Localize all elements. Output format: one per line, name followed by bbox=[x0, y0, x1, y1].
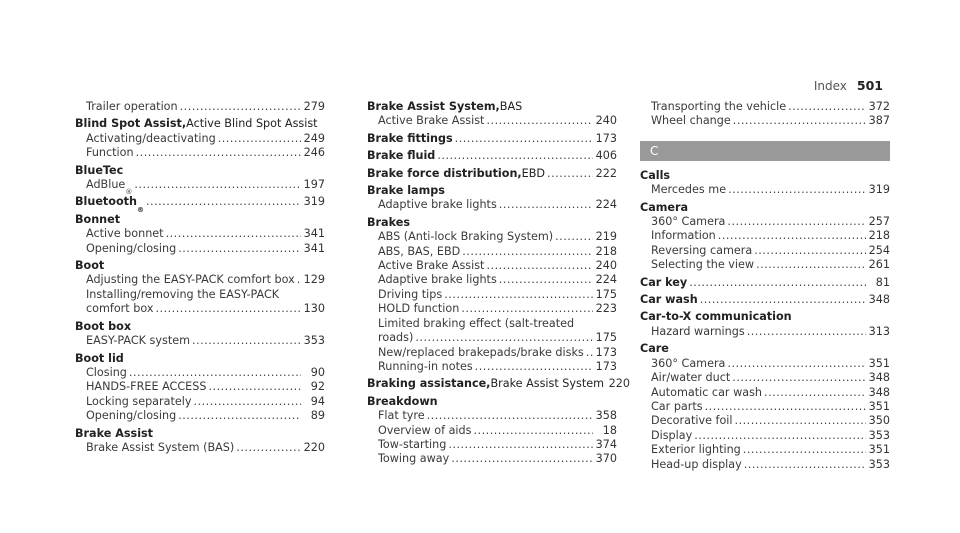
subentry-text: Opening/closing bbox=[86, 241, 177, 255]
subentry-text: Adaptive brake lights bbox=[378, 273, 497, 287]
index-subentry[interactable] bbox=[367, 259, 617, 273]
leader-dots bbox=[733, 114, 866, 128]
subentry-text: Car parts bbox=[651, 399, 703, 413]
leader-dots bbox=[461, 302, 593, 316]
subentry-text: Transporting the vehicle bbox=[651, 100, 787, 113]
subentry-text: Limited braking effect (salt-treated bbox=[378, 316, 575, 330]
subentry-text: Flat tyre bbox=[378, 409, 425, 423]
page-reference: 175 bbox=[595, 331, 617, 345]
page-reference: 249 bbox=[303, 131, 325, 145]
index-entry bbox=[640, 310, 890, 339]
heading-text: Bluetooth bbox=[75, 195, 137, 209]
subentry-text: HOLD function bbox=[378, 302, 460, 316]
heading-text: Breakdown bbox=[367, 394, 438, 408]
index-column-3 bbox=[640, 100, 890, 472]
page-reference: 220 bbox=[608, 377, 630, 391]
index-entry bbox=[367, 100, 617, 129]
index-label: Index bbox=[813, 79, 847, 93]
subentry-text: Wheel change bbox=[651, 114, 731, 128]
leader-dots bbox=[455, 132, 593, 146]
subentry-text: Information bbox=[651, 229, 716, 243]
leader-dots bbox=[129, 366, 301, 380]
subentry-text: ABS (Anti-lock Braking System) bbox=[378, 230, 554, 244]
index-subentry[interactable] bbox=[367, 409, 617, 423]
page-reference: 279 bbox=[303, 100, 325, 113]
page-reference: 173 bbox=[595, 131, 617, 145]
leader-dots bbox=[743, 443, 866, 457]
heading-text: Brakes bbox=[367, 215, 410, 229]
index-entry-heading[interactable] bbox=[75, 117, 325, 131]
heading-trailing-text: Brake Assist System bbox=[490, 377, 604, 391]
index-entry bbox=[367, 149, 617, 163]
page-reference: 353 bbox=[303, 334, 325, 348]
leader-dots bbox=[732, 371, 866, 385]
leader-dots bbox=[700, 293, 866, 307]
index-entry bbox=[75, 320, 325, 349]
leader-dots bbox=[486, 259, 593, 273]
index-entry bbox=[367, 184, 617, 213]
subentry-text: Running-in notes bbox=[378, 359, 473, 373]
index-entry-heading[interactable] bbox=[367, 395, 617, 409]
subentry-text: Activating/deactivating bbox=[86, 131, 216, 145]
leader-dots bbox=[705, 400, 866, 414]
leader-dots bbox=[499, 198, 593, 212]
page-reference: 89 bbox=[310, 409, 325, 423]
index-subentry[interactable] bbox=[640, 386, 890, 400]
leader-dots bbox=[727, 215, 866, 229]
index-subentry[interactable] bbox=[75, 395, 325, 409]
heading-text: Brake lamps bbox=[367, 184, 445, 198]
heading-text: Brake fluid bbox=[367, 149, 436, 163]
heading-text: Camera bbox=[640, 200, 689, 214]
leader-dots bbox=[728, 183, 866, 197]
index-entry bbox=[75, 100, 325, 114]
index-subentry[interactable] bbox=[75, 380, 325, 394]
subentry-text: Adaptive brake lights bbox=[378, 198, 497, 212]
subentry-text: Brake Assist System (BAS) bbox=[86, 440, 235, 454]
page-reference: 240 bbox=[595, 114, 617, 128]
index-entry-heading[interactable]: Bluetooth ® ..... 319 bbox=[75, 195, 325, 209]
leader-dots bbox=[486, 114, 593, 128]
page-reference: 81 bbox=[875, 275, 890, 289]
subentry-text: roads) bbox=[378, 331, 414, 345]
index-entry-heading[interactable] bbox=[640, 310, 890, 324]
leader-dots bbox=[727, 357, 866, 371]
leader-dots bbox=[178, 409, 301, 423]
index-subentry[interactable] bbox=[367, 424, 617, 438]
index-subentry[interactable] bbox=[640, 371, 890, 385]
index-subentry[interactable] bbox=[367, 360, 617, 374]
index-entry bbox=[640, 100, 890, 129]
subentry-text: AdBlue bbox=[86, 178, 126, 192]
index-column-1 bbox=[75, 100, 325, 455]
page-reference: 348 bbox=[868, 293, 890, 307]
index-entry bbox=[75, 117, 325, 160]
index-subentry[interactable] bbox=[367, 438, 617, 452]
index-entry bbox=[640, 201, 890, 273]
page-reference: 90 bbox=[310, 365, 325, 379]
leader-dots bbox=[744, 458, 866, 472]
index-subentry[interactable]: AdBlue ® ..... 197 bbox=[75, 178, 325, 192]
leader-dots bbox=[146, 195, 301, 209]
index-subentry[interactable] bbox=[640, 229, 890, 243]
section-letter-bar: C bbox=[640, 141, 890, 161]
heading-text: BlueTec bbox=[75, 163, 124, 177]
index-subentry[interactable] bbox=[367, 198, 617, 212]
index-entry bbox=[75, 195, 325, 214]
leader-dots bbox=[735, 414, 866, 428]
index-subentry[interactable] bbox=[640, 258, 890, 272]
leader-dots bbox=[586, 346, 593, 360]
index-entry-heading[interactable] bbox=[640, 169, 890, 183]
index-entry-heading[interactable] bbox=[367, 132, 617, 146]
index-column-3-continued bbox=[640, 100, 890, 129]
page-reference: 224 bbox=[595, 198, 617, 212]
index-entry-heading[interactable] bbox=[640, 201, 890, 215]
heading-text: Brake Assist System, bbox=[367, 100, 500, 113]
page-reference: 341 bbox=[303, 241, 325, 255]
index-subentry[interactable] bbox=[367, 273, 617, 287]
index-entry-heading[interactable] bbox=[367, 100, 617, 114]
index-subentry[interactable] bbox=[640, 414, 890, 428]
subentry-text: Function bbox=[86, 146, 134, 160]
heading-trailing-text: Active Blind Spot Assist bbox=[186, 117, 318, 131]
index-subentry[interactable] bbox=[640, 429, 890, 443]
page-reference: 254 bbox=[868, 243, 890, 257]
leader-dots bbox=[194, 395, 302, 409]
heading-text: Brake fittings bbox=[367, 131, 453, 145]
index-entry-heading[interactable] bbox=[367, 216, 617, 230]
leader-dots bbox=[764, 386, 866, 400]
index-entry bbox=[75, 213, 325, 256]
page-reference: 353 bbox=[868, 428, 890, 442]
leader-dots bbox=[208, 380, 301, 394]
index-subentry[interactable] bbox=[75, 227, 325, 241]
page-reference: 313 bbox=[868, 324, 890, 338]
index-entry-heading[interactable] bbox=[75, 352, 325, 366]
index-entry-heading[interactable] bbox=[75, 427, 325, 441]
page-reference: 222 bbox=[595, 166, 617, 180]
leader-dots bbox=[155, 302, 301, 316]
subentry-text: Hazard warnings bbox=[651, 324, 745, 338]
index-subentry[interactable] bbox=[367, 114, 617, 128]
page-reference: 372 bbox=[868, 100, 890, 113]
leader-dots bbox=[415, 331, 593, 345]
index-entry bbox=[640, 293, 890, 307]
index-subentry[interactable] bbox=[640, 183, 890, 197]
page-reference: 351 bbox=[868, 356, 890, 370]
heading-text: Boot bbox=[75, 259, 105, 273]
heading-text: Blind Spot Assist, bbox=[75, 117, 187, 131]
subentry-text: Tow-starting bbox=[378, 437, 447, 451]
index-subentry[interactable] bbox=[640, 458, 890, 472]
page-reference: 129 bbox=[303, 273, 325, 287]
index-entry-heading[interactable] bbox=[367, 167, 617, 181]
index-column-2 bbox=[367, 100, 630, 467]
page-reference: 130 bbox=[303, 302, 325, 316]
page-reference: 173 bbox=[595, 345, 617, 359]
index-entry-heading[interactable] bbox=[367, 149, 617, 163]
index-subentry[interactable] bbox=[75, 273, 325, 287]
leader-dots bbox=[192, 334, 301, 348]
index-subentry[interactable] bbox=[640, 325, 890, 339]
leader-dots bbox=[297, 273, 301, 287]
index-subentry[interactable] bbox=[75, 302, 325, 316]
leader-dots bbox=[134, 178, 301, 192]
subentry-text: Display bbox=[651, 428, 693, 442]
index-entry bbox=[640, 342, 890, 472]
subentry-text: Locking separately bbox=[86, 394, 192, 408]
page-reference: 240 bbox=[595, 259, 617, 273]
subentry-text: Automatic car wash bbox=[651, 385, 763, 399]
index-subentry[interactable] bbox=[75, 132, 325, 146]
subentry-text: EASY-PACK system bbox=[86, 334, 191, 348]
index-entry-heading[interactable] bbox=[367, 377, 630, 391]
subentry-text: comfort box bbox=[86, 302, 154, 316]
subentry-text: Active Brake Assist bbox=[378, 259, 485, 273]
page-reference: 92 bbox=[310, 380, 325, 394]
index-column-3-entries bbox=[640, 169, 890, 472]
index-subentry[interactable] bbox=[75, 288, 325, 302]
index-entry bbox=[75, 259, 325, 317]
page-reference: 406 bbox=[595, 149, 617, 163]
index-entry bbox=[367, 167, 617, 181]
subentry-text: Air/water duct bbox=[651, 371, 731, 385]
page-reference: 319 bbox=[868, 183, 890, 197]
index-entry-heading[interactable] bbox=[75, 320, 325, 334]
index-entry-heading[interactable] bbox=[640, 342, 890, 356]
index-entry bbox=[640, 276, 890, 290]
page-reference: 257 bbox=[868, 215, 890, 229]
heading-text: Care bbox=[640, 342, 669, 356]
leader-dots bbox=[218, 132, 301, 146]
page-reference: 18 bbox=[602, 423, 617, 437]
leader-dots bbox=[754, 244, 866, 258]
leader-dots bbox=[444, 288, 593, 302]
subentry-text: Mercedes me bbox=[651, 183, 727, 197]
heading-text: Car wash bbox=[640, 293, 698, 307]
leader-dots bbox=[718, 229, 866, 243]
page-reference: 261 bbox=[868, 258, 890, 272]
index-entry bbox=[367, 216, 617, 374]
page-reference: 348 bbox=[868, 385, 890, 399]
page-reference: 218 bbox=[868, 229, 890, 243]
page-reference: 94 bbox=[310, 394, 325, 408]
page-reference: 351 bbox=[868, 399, 890, 413]
subentry-text: Active bonnet bbox=[86, 227, 164, 241]
subentry-text: Driving tips bbox=[378, 287, 443, 301]
page-reference: 353 bbox=[868, 457, 890, 471]
leader-dots bbox=[166, 227, 301, 241]
index-subentry[interactable] bbox=[75, 334, 325, 348]
heading-text: Bonnet bbox=[75, 212, 121, 226]
leader-dots bbox=[451, 452, 593, 466]
index-entry bbox=[75, 163, 325, 197]
index-entry bbox=[367, 395, 617, 467]
subentry-text: Reversing camera bbox=[651, 243, 753, 257]
leader-dots bbox=[475, 360, 593, 374]
heading-text: Boot box bbox=[75, 319, 132, 333]
leader-dots bbox=[555, 230, 593, 244]
leader-dots bbox=[473, 424, 593, 438]
index-subentry[interactable] bbox=[75, 100, 325, 114]
index-subentry[interactable] bbox=[640, 400, 890, 414]
page-reference: 374 bbox=[595, 437, 617, 451]
index-subentry[interactable] bbox=[367, 331, 617, 345]
leader-dots bbox=[499, 273, 593, 287]
index-entry-heading[interactable] bbox=[75, 164, 325, 178]
subentry-text: Opening/closing bbox=[86, 409, 177, 423]
subentry-text: 360° Camera bbox=[651, 356, 726, 370]
heading-text: Boot lid bbox=[75, 351, 124, 365]
leader-dots bbox=[547, 167, 593, 181]
page-reference: 387 bbox=[868, 114, 890, 128]
page-reference: 219 bbox=[595, 230, 617, 244]
subentry-text: ABS, BAS, EBD bbox=[378, 244, 461, 258]
subentry-text: Trailer operation bbox=[86, 100, 178, 113]
leader-dots bbox=[694, 429, 866, 443]
index-subentry[interactable] bbox=[75, 242, 325, 256]
subentry-text: Decorative foil bbox=[651, 414, 733, 428]
leader-dots bbox=[448, 438, 593, 452]
leader-dots bbox=[756, 258, 866, 272]
index-subentry[interactable] bbox=[75, 366, 325, 380]
index-subentry[interactable] bbox=[367, 346, 617, 360]
heading-text: Calls bbox=[640, 168, 671, 182]
leader-dots bbox=[236, 441, 301, 455]
page-reference: 358 bbox=[595, 409, 617, 423]
page-reference: 319 bbox=[303, 195, 325, 209]
index-entry-heading[interactable] bbox=[75, 259, 325, 273]
heading-text: Brake Assist bbox=[75, 426, 154, 440]
index-entry bbox=[75, 352, 325, 424]
leader-dots bbox=[178, 242, 301, 256]
index-subentry[interactable] bbox=[640, 215, 890, 229]
index-entry-heading[interactable] bbox=[75, 213, 325, 227]
leader-dots bbox=[747, 325, 866, 339]
subentry-text: Overview of aids bbox=[378, 423, 472, 437]
subentry-text: Selecting the view bbox=[651, 258, 755, 272]
subentry-text: Exterior lighting bbox=[651, 443, 741, 457]
leader-dots bbox=[136, 146, 301, 160]
index-entry bbox=[75, 427, 325, 456]
page-reference: 173 bbox=[595, 359, 617, 373]
index-subentry[interactable] bbox=[367, 302, 617, 316]
index-entry bbox=[367, 377, 630, 391]
page-header bbox=[814, 78, 883, 93]
index-subentry[interactable] bbox=[367, 245, 617, 259]
subentry-text: HANDS-FREE ACCESS bbox=[86, 380, 207, 394]
index-entry bbox=[640, 169, 890, 198]
index-subentry[interactable] bbox=[367, 317, 617, 331]
page-reference: 175 bbox=[595, 287, 617, 301]
page-reference: 350 bbox=[868, 414, 890, 428]
index-subentry[interactable] bbox=[640, 100, 890, 114]
index-subentry[interactable] bbox=[367, 452, 617, 466]
heading-text: Brake force distribution, bbox=[367, 166, 522, 180]
page-reference: 197 bbox=[303, 178, 325, 192]
index-entry-heading[interactable] bbox=[640, 293, 890, 307]
heading-trailing-text: BAS bbox=[499, 100, 523, 113]
leader-dots bbox=[462, 245, 593, 259]
page-reference: 370 bbox=[595, 452, 617, 466]
index-entry-heading[interactable] bbox=[640, 276, 890, 290]
subentry-text: Head-up display bbox=[651, 457, 742, 471]
subentry-text: Active Brake Assist bbox=[378, 114, 485, 128]
subentry-text: Installing/removing the EASY-PACK bbox=[86, 287, 280, 301]
page-reference: 218 bbox=[595, 244, 617, 258]
index-subentry[interactable] bbox=[640, 114, 890, 128]
heading-text: Car-to-X communication bbox=[640, 310, 792, 324]
leader-dots bbox=[427, 409, 593, 423]
page-reference: 351 bbox=[868, 443, 890, 457]
index-subentry[interactable] bbox=[367, 230, 617, 244]
index-subentry[interactable] bbox=[640, 244, 890, 258]
index-subentry[interactable] bbox=[640, 357, 890, 371]
page-number: 501 bbox=[856, 78, 883, 93]
index-subentry[interactable] bbox=[640, 443, 890, 457]
page-reference: 220 bbox=[303, 440, 325, 454]
index-entry-heading[interactable] bbox=[367, 184, 617, 198]
heading-trailing-text: EBD bbox=[521, 166, 546, 180]
subentry-text: New/replaced brakepads/brake disks bbox=[378, 345, 584, 359]
page-reference: 341 bbox=[303, 227, 325, 241]
page-reference: 223 bbox=[595, 302, 617, 316]
page-reference: 224 bbox=[595, 273, 617, 287]
index-subentry[interactable] bbox=[367, 288, 617, 302]
index-subentry[interactable] bbox=[75, 441, 325, 455]
index-entry bbox=[367, 132, 617, 146]
subentry-text: Towing away bbox=[378, 452, 450, 466]
heading-text: Car key bbox=[640, 275, 688, 289]
leader-dots bbox=[788, 100, 866, 114]
heading-text: Braking assistance, bbox=[367, 377, 491, 391]
index-subentry[interactable] bbox=[75, 146, 325, 160]
leader-dots bbox=[689, 276, 866, 290]
index-subentry[interactable] bbox=[75, 409, 325, 423]
leader-dots bbox=[437, 149, 593, 163]
subentry-text: 360° Camera bbox=[651, 215, 726, 229]
page-reference: 348 bbox=[868, 371, 890, 385]
page-reference: 246 bbox=[303, 146, 325, 160]
subentry-text: Closing bbox=[86, 365, 127, 379]
leader-dots bbox=[180, 100, 301, 114]
subentry-text: Adjusting the EASY-PACK comfort box bbox=[86, 273, 295, 287]
